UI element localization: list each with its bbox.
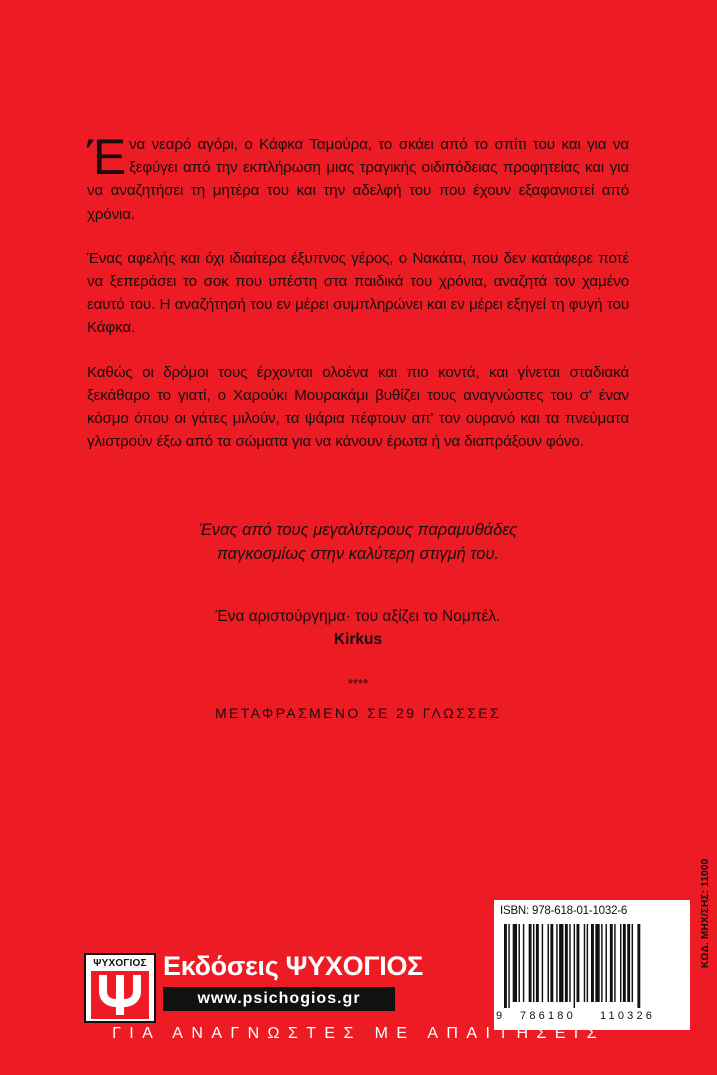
barcode-bar bbox=[627, 924, 630, 1002]
publisher-logo bbox=[84, 953, 423, 1023]
logo-badge-text: ΨΥΧΟΓΙΟΣ bbox=[93, 958, 147, 969]
translated-note: ΜΕΤΑΦΡΑΣΜΕΝΟ ΣΕ 29 ΓΛΩΣΣΕΣ bbox=[214, 705, 502, 721]
psi-logo-icon bbox=[84, 953, 156, 1023]
barcode-bar bbox=[591, 924, 594, 1002]
barcode-bar bbox=[623, 924, 626, 1002]
tagline-line: Ένας από τους μεγαλύτερους παραμυθάδες bbox=[198, 521, 518, 539]
barcode-bar bbox=[536, 924, 539, 1002]
barcode-bar bbox=[550, 924, 553, 1002]
barcode-bar bbox=[614, 924, 615, 1002]
barcode-bar bbox=[542, 924, 543, 1002]
blurb bbox=[87, 129, 629, 474]
barcode-bar bbox=[587, 924, 588, 1002]
publisher-name: Εκδόσεις ΨΥΧΟΓΙΟΣ bbox=[163, 951, 424, 981]
isbn-label: ISBN: 978-618-01-1032-6 bbox=[500, 905, 628, 917]
barcode-bars bbox=[504, 924, 680, 1008]
stars-divider: **** bbox=[347, 676, 369, 691]
tagline-line: παγκοσμίως στην καλύτερη στιγμή του. bbox=[216, 545, 500, 563]
tagline bbox=[87, 518, 629, 566]
publisher-slogan: ΓΙΑ ΑΝΑΓΝΩΣΤΕΣ ΜΕ ΑΠΑΙΤΗΣΕΙΣ bbox=[112, 1025, 605, 1042]
barcode-bar bbox=[513, 924, 517, 1002]
barcode-bar bbox=[548, 924, 549, 1002]
publisher-url[interactable]: www.psichogios.gr bbox=[163, 987, 395, 1011]
barcode-bar bbox=[523, 924, 524, 1002]
barcode-bar bbox=[632, 924, 633, 1002]
blurb-paragraph: Καθώς οι δρόμοι τους έρχονται ολοένα και πιο κοντά, και γίνεται σταδιακά ξεκάθαρο το γιατί, ο Χαρούκι Μουρακάμι βυθίζει τους αναγνώστες του σ' έναν κόσμο όπου οι γάτες μιλούν, τα ψάρια πέφτουν απ' τον ουρανό και τα πνεύματα γλιστρούν έξω από τα σώματα για να κάνουν έρωτα ή να διαπράξουν φόνο. bbox=[87, 363, 629, 451]
barcode-bar bbox=[569, 924, 570, 1002]
barcode-bar bbox=[620, 924, 621, 1002]
barcode-bar bbox=[533, 924, 534, 1002]
barcode-bar bbox=[504, 924, 507, 1008]
barcode-bar bbox=[574, 924, 575, 1008]
barcode-digit-lead: 9 bbox=[496, 1010, 503, 1022]
barcode-bar bbox=[559, 924, 563, 1002]
blurb-paragraph: Ένα νεαρό αγόρι, ο Κάφκα Ταμούρα, το σκάει από το σπίτι του και για να ξεφύγει από την εκπλήρωση μιας τραγικής οιδιπόδειας προφητείας και για να αναζητήσει τη μητέρα του και την αδελφή του που έχουν εξαφανιστεί από χρόνια. bbox=[87, 129, 629, 223]
psi-symbol-icon bbox=[91, 971, 149, 1019]
barcode-bar bbox=[519, 924, 520, 1002]
barcode-bar bbox=[610, 924, 613, 1002]
review-quote bbox=[87, 605, 629, 651]
barcode-bar bbox=[508, 924, 509, 1008]
barcode-bar bbox=[565, 924, 568, 1002]
review-source: Kirkus bbox=[333, 631, 383, 648]
blurb-paragraph: Ένας αφελής και όχι ιδιαίτερα έξυπνος γέρος, ο Νακάτα, που δεν κατάφερε ποτέ να ξεπεράσει το σοκ που υπέστη στα παιδικά του χρόνια, αναζητά τον χαμένο εαυτό του. Η αναζήτησή του εν μέρει συμπληρώνει και εν μέρει εξηγεί τη φυγή του Κάφκα. bbox=[87, 249, 629, 337]
barcode-digits-left: 786180 bbox=[520, 1010, 576, 1022]
barcode-bar bbox=[529, 924, 532, 1002]
barcode bbox=[494, 900, 690, 1030]
barcode-bar bbox=[595, 924, 599, 1002]
barcode-bar bbox=[601, 924, 602, 1002]
barcode-bar bbox=[637, 924, 640, 1008]
barcode-bar bbox=[556, 924, 557, 1002]
barcode-bar bbox=[584, 924, 585, 1002]
barcode-bar bbox=[577, 924, 580, 1002]
barcode-bar bbox=[606, 924, 607, 1002]
product-code: ΚΩΔ. ΜΗΧ/ΣΗΣ: 11000 bbox=[700, 858, 711, 968]
barcode-digits-right: 110326 bbox=[600, 1010, 656, 1022]
review-text: Ένα αριστούργημα· του αξίζει το Νομπέλ. bbox=[215, 608, 501, 625]
